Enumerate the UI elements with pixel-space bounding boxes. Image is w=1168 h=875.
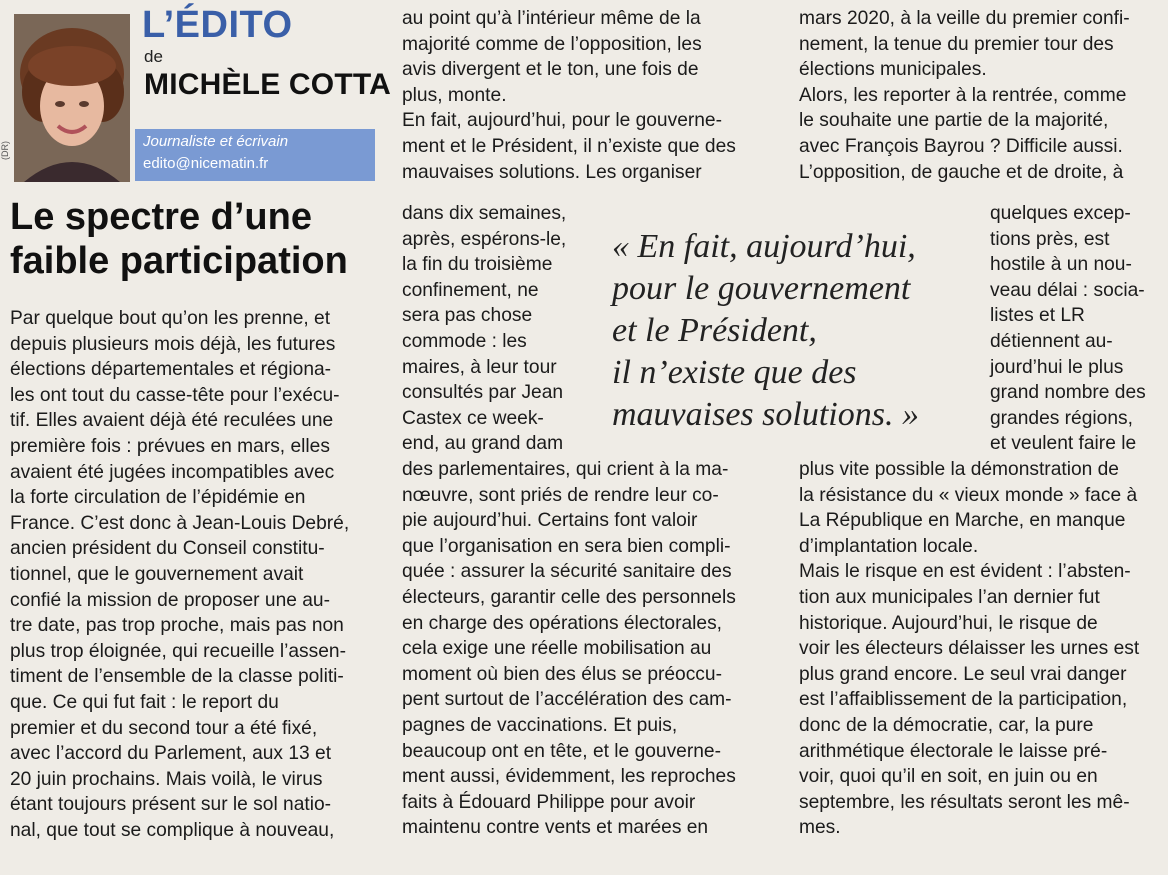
author-info-box [135, 129, 375, 181]
text-line: timent de l’ensemble de la classe politi- [10, 666, 344, 688]
column-2-bottom [402, 457, 736, 841]
text-line: jourd’hui le plus [990, 356, 1124, 378]
text-line: après, espérons-le, [402, 228, 567, 250]
text-line: tre date, pas trop proche, mais pas non [10, 615, 344, 637]
pull-quote-line: et le Président, [612, 312, 817, 349]
text-line: dans dix semaines, [402, 203, 567, 224]
text-line: la forte circulation de l’épidémie en [10, 487, 306, 509]
text-line: arithmétique électorale le laisse pré- [799, 740, 1108, 762]
text-line: première fois : prévues en mars, elles [10, 435, 330, 457]
text-line: sera pas chose [402, 305, 533, 327]
text-line: premier et du second tour a été fixé, [10, 717, 318, 739]
text-line: Alors, les reporter à la rentrée, comme [799, 84, 1127, 106]
text-line: confié la mission de proposer une au- [10, 589, 330, 611]
text-line: mes. [799, 817, 841, 839]
text-line: la fin du troisième [402, 254, 553, 276]
column-2-top [402, 6, 736, 185]
pull-quote-line: il n’existe que des [612, 354, 857, 391]
byline-de: de [144, 47, 163, 66]
text-line: La République en Marche, en manque [799, 510, 1126, 532]
text-line: les ont tout du casse-tête pour l’exécu- [10, 384, 340, 406]
text-line: depuis plusieurs mois déjà, les futures [10, 333, 336, 355]
text-line: 20 juin prochains. Mais voilà, le virus [10, 768, 323, 790]
text-line: faits à Édouard Philippe pour avoir [402, 791, 696, 813]
text-line: L’opposition, de gauche et de droite, à [799, 161, 1124, 183]
text-line: et veulent faire le [990, 433, 1137, 455]
headline [10, 195, 348, 283]
column-3-right [990, 201, 1146, 457]
text-line: avec François Bayrou ? Difficile aussi. [799, 135, 1123, 157]
text-line: ment aussi, évidemment, les reproches [402, 766, 736, 788]
text-line: grandes régions, [990, 407, 1133, 429]
text-line: nal, que tout se complique à nouveau, [10, 819, 335, 841]
text-line: élections départementales et régiona- [10, 359, 332, 381]
text-line: veau délai : socia- [990, 279, 1145, 301]
text-line: quelques excep- [990, 203, 1131, 224]
pull-quote [612, 226, 919, 436]
text-line: grand nombre des [990, 382, 1146, 404]
text-line: avis divergent et le ton, une fois de [402, 59, 699, 81]
text-line: donc de la démocratie, car, la pure [799, 714, 1094, 736]
text-line: pie aujourd’hui. Certains font valoir [402, 510, 698, 532]
text-line: Par quelque bout qu’on les prenne, et [10, 308, 331, 329]
text-line: septembre, les résultats seront les mê- [799, 791, 1130, 813]
column-1 [10, 306, 349, 843]
text-line: majorité comme de l’opposition, les [402, 33, 702, 55]
column-2-left [402, 201, 566, 457]
text-line: maires, à leur tour [402, 356, 557, 378]
text-line: moment où bien des élus se préoccu- [402, 663, 722, 685]
text-line: en charge des opérations électorales, [402, 612, 722, 634]
text-line: commode : les [402, 330, 527, 352]
text-line: maintenu contre vents et marées en [402, 817, 709, 839]
text-line: avaient été jugées incompatibles avec [10, 461, 335, 483]
column-3-bottom [799, 457, 1139, 841]
text-line: pagnes de vaccinations. Et puis, [402, 714, 678, 736]
text-line: ment et le Président, il n’existe que des [402, 135, 736, 157]
author-photo [14, 14, 130, 182]
text-line: quée : assurer la sécurité sanitaire des [402, 561, 732, 583]
text-line: des parlementaires, qui crient à la ma- [402, 459, 729, 480]
text-line: élections municipales. [799, 59, 987, 81]
text-line: historique. Aujourd’hui, le risque de [799, 612, 1098, 634]
text-line: plus grand encore. Le seul vrai danger [799, 663, 1127, 685]
headline-line: faible participation [10, 240, 348, 282]
author-portrait [14, 14, 130, 182]
text-line: France. C’est donc à Jean-Louis Debré, [10, 512, 350, 534]
text-line: est l’affaiblissement de la participation, [799, 689, 1128, 711]
text-line: détiennent au- [990, 330, 1113, 352]
section-title: L’ÉDITO [142, 4, 293, 46]
text-line: cela exige une réelle mobilisation au [402, 638, 712, 660]
text-line: tions près, est [990, 228, 1110, 250]
text-line: le souhaite une partie de la majorité, [799, 110, 1109, 132]
text-line: nement, la tenue du premier tour des [799, 33, 1114, 55]
text-line: nœuvre, sont priés de rendre leur co- [402, 484, 719, 506]
pull-quote-line: mauvaises solutions. » [612, 396, 919, 433]
text-line: ancien président du Conseil constitu- [10, 538, 325, 560]
photo-credit: (DR) [0, 141, 10, 160]
text-line: listes et LR [990, 305, 1085, 327]
text-line: hostile à un nou- [990, 254, 1132, 276]
text-line: tion aux municipales l’an dernier fut [799, 586, 1100, 608]
text-line: confinement, ne [402, 279, 539, 301]
text-line: Mais le risque en est évident : l’absten- [799, 561, 1131, 583]
pull-quote-line: pour le gouvernement [612, 270, 911, 307]
text-line: plus, monte. [402, 84, 507, 106]
text-line: end, au grand dam [402, 433, 564, 455]
text-line: que l’organisation en sera bien compli- [402, 535, 731, 557]
text-line: pent surtout de l’accélération des cam- [402, 689, 732, 711]
author-role: Journaliste et écrivain [143, 133, 289, 150]
text-line: consultés par Jean [402, 382, 564, 404]
pull-quote-line: « En fait, aujourd’hui, [612, 228, 916, 265]
text-line: plus vite possible la démonstration de [799, 459, 1119, 480]
author-email: edito@nicematin.fr [143, 155, 269, 172]
column-3-top [799, 6, 1130, 185]
text-line: tionnel, que le gouvernement avait [10, 563, 304, 585]
text-line: voir les électeurs délaisser les urnes est [799, 638, 1140, 660]
text-line: voir, quoi qu’il en soit, en juin ou en [799, 766, 1098, 788]
text-line: d’implantation locale. [799, 535, 979, 557]
text-line: la résistance du « vieux monde » face à [799, 484, 1138, 506]
text-line: étant toujours présent sur le sol natio- [10, 794, 332, 816]
text-line: mauvaises solutions. Les organiser [402, 161, 702, 183]
headline-line: Le spectre d’une [10, 196, 312, 238]
author-name: MICHÈLE COTTA [144, 68, 392, 101]
text-line: mars 2020, à la veille du premier confi- [799, 8, 1130, 29]
text-line: électeurs, garantir celle des personnels [402, 586, 736, 608]
text-line: que. Ce qui fut fait : le report du [10, 691, 279, 713]
text-line: au point qu’à l’intérieur même de la [402, 8, 701, 29]
text-line: plus trop éloignée, qui recueille l’assen- [10, 640, 346, 662]
text-line: Castex ce week- [402, 407, 544, 429]
text-line: En fait, aujourd’hui, pour le gouverne- [402, 110, 722, 132]
text-line: tif. Elles avaient déjà été reculées une [10, 410, 334, 432]
text-line: beaucoup ont en tête, et le gouverne- [402, 740, 721, 762]
text-line: avec l’accord du Parlement, aux 13 et [10, 743, 332, 765]
